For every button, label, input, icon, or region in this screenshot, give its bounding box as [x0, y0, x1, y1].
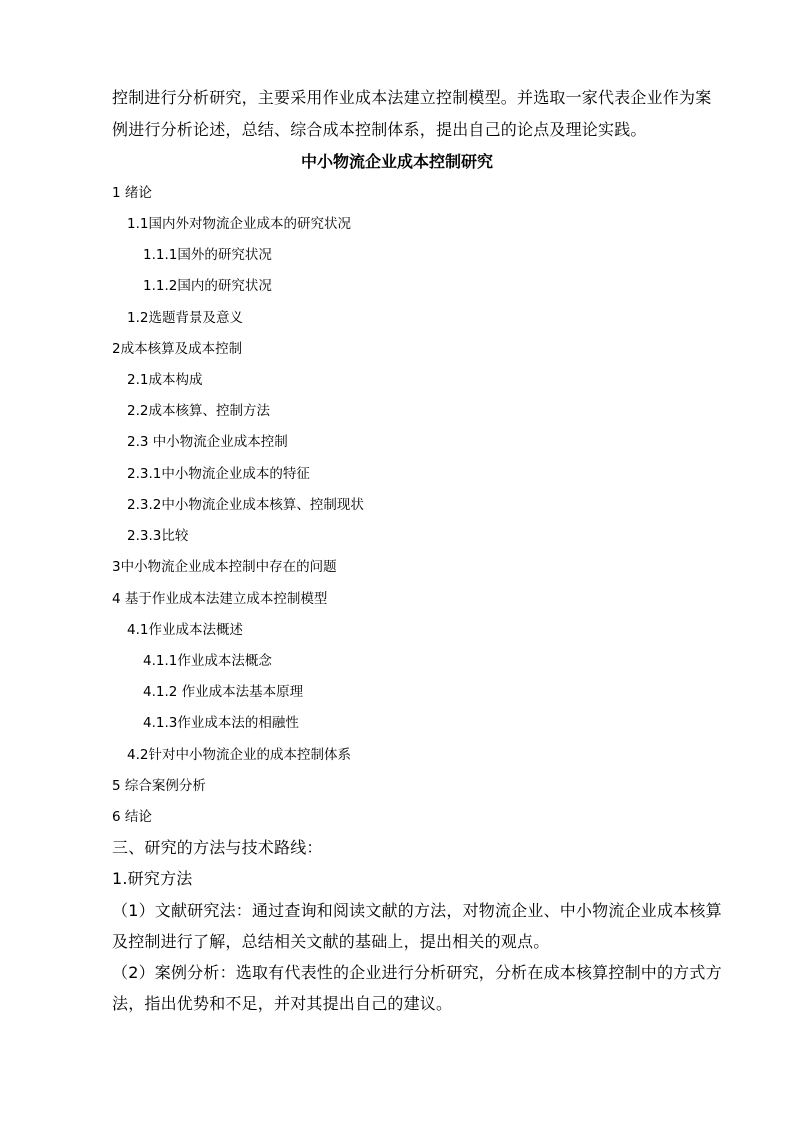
intro-line-1: 控制进行分析研究，主要采用作业成本法建立控制模型。并选取一家代表企业作为案 — [112, 88, 712, 107]
toc-item-4-1-1: 4.1.1作业成本法概念 — [143, 653, 272, 669]
methods-paragraph-2-line-2: 法，指出优势和不足，并对其提出自己的建议。 — [112, 994, 453, 1013]
toc-item-1: 1 绪论 — [112, 185, 152, 201]
methods-heading: 三、研究的方法与技术路线： — [112, 838, 323, 857]
methods-paragraph-1-line-2: 及控制进行了解，总结相关文献的基础上，提出相关的观点。 — [112, 932, 550, 951]
toc-item-4-2: 4.2针对中小物流企业的成本控制体系 — [127, 747, 351, 763]
toc-item-6: 6 结论 — [112, 809, 152, 825]
methods-paragraph-2-line-1: （2）案例分析：选取有代表性的企业进行分析研究，分析在成本核算控制中的方式方 — [112, 963, 722, 982]
methods-paragraph-1-line-1: （1）文献研究法：通过查询和阅读文献的方法，对物流企业、中小物流企业成本核算 — [112, 901, 722, 920]
toc-item-2-2: 2.2成本核算、控制方法 — [127, 403, 270, 419]
toc-item-2-3-2: 2.3.2中小物流企业成本核算、控制现状 — [127, 497, 364, 513]
methods-sub-heading: 1.研究方法 — [112, 869, 193, 888]
toc-item-4-1-2: 4.1.2 作业成本法基本原理 — [143, 684, 304, 700]
toc-item-2-3: 2.3 中小物流企业成本控制 — [127, 434, 288, 450]
toc-item-2-3-3: 2.3.3比较 — [127, 528, 189, 544]
toc-item-1-2: 1.2选题背景及意义 — [127, 310, 243, 326]
toc-item-2: 2成本核算及成本控制 — [112, 341, 243, 357]
toc-item-5: 5 综合案例分析 — [112, 778, 206, 794]
toc-item-2-3-1: 2.3.1中小物流企业成本的特征 — [127, 466, 310, 482]
toc-item-1-1-1: 1.1.1国外的研究状况 — [143, 247, 272, 263]
toc-item-4-1: 4.1作业成本法概述 — [127, 622, 243, 638]
toc-item-2-1: 2.1成本构成 — [127, 372, 203, 388]
toc-item-1-1: 1.1国内外对物流企业成本的研究状况 — [127, 216, 351, 232]
toc-item-4: 4 基于作业成本法建立成本控制模型 — [112, 591, 328, 607]
intro-line-2: 例进行分析论述，总结、综合成本控制体系，提出自己的论点及理论实践。 — [112, 120, 647, 139]
toc-item-4-1-3: 4.1.3作业成本法的相融性 — [143, 715, 299, 731]
toc-item-1-1-2: 1.1.2国内的研究状况 — [143, 278, 272, 294]
outline-title: 中小物流企业成本控制研究 — [300, 152, 493, 171]
toc-item-3: 3中小物流企业成本控制中存在的问题 — [112, 559, 337, 575]
